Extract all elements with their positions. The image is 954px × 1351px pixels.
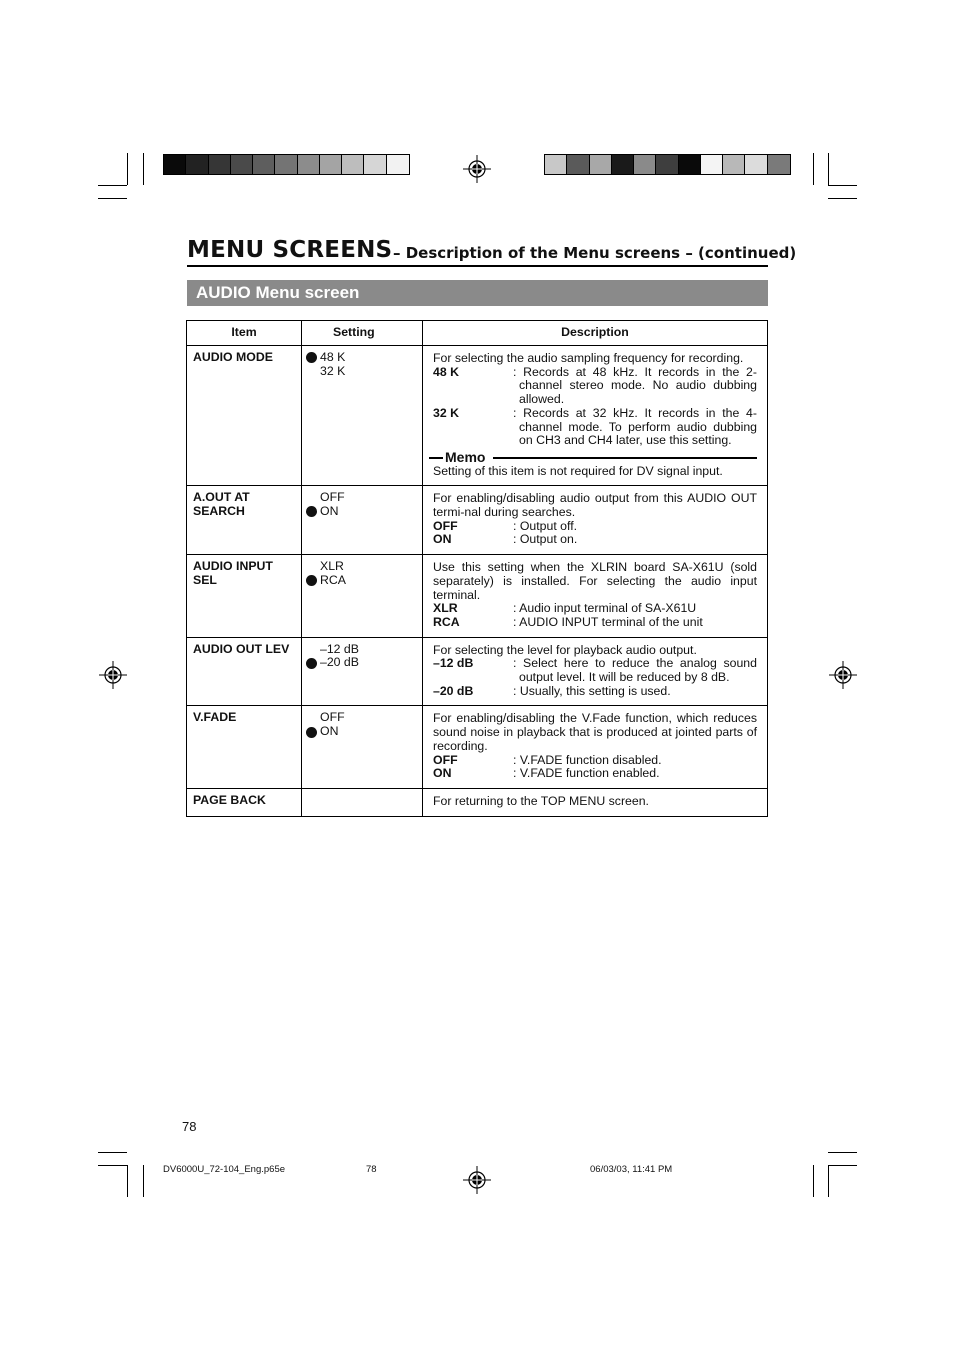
description-intro: For returning to the TOP MENU screen. (433, 793, 649, 808)
color-swatch (701, 155, 723, 174)
page-subtitle: – Description of the Menu screens – (continued) (393, 244, 797, 262)
item-name: V.FADE (187, 706, 302, 789)
color-swatch (209, 155, 231, 174)
item-description (423, 788, 768, 816)
table-header-row (187, 321, 768, 346)
setting-option (306, 725, 420, 739)
setting-options (302, 346, 423, 486)
column-header-description: Description (423, 321, 768, 346)
definition-value: : Records at 32 kHz. It records in the 4-channel mode. To perform audio dubbing on CH3 and CH4 later, use this setting. (513, 405, 757, 448)
table-row (187, 706, 768, 789)
description-intro: For selecting the audio sampling frequency for recording. (433, 351, 744, 365)
setting-option-label: 48 K (320, 350, 346, 364)
setting-option-label: –12 dB (320, 641, 359, 656)
setting-option (306, 491, 420, 505)
registration-target-icon (829, 661, 857, 689)
heading-rule (187, 265, 768, 267)
definition-key: OFF (433, 752, 458, 767)
column-header-setting: Setting (302, 321, 423, 346)
definition-value: : V.FADE function disabled. (513, 752, 662, 767)
footer-timestamp: 06/03/03, 11:41 PM (590, 1164, 673, 1175)
registration-target-icon (99, 661, 127, 689)
setting-option (306, 656, 420, 670)
setting-option (306, 351, 420, 365)
definition-row (433, 657, 757, 684)
setting-options (302, 555, 423, 638)
definition-row (433, 407, 757, 448)
color-swatch (231, 155, 253, 174)
color-swatch (186, 155, 208, 174)
item-description (423, 486, 768, 555)
setting-option-label: 32 K (320, 363, 346, 378)
color-swatch (545, 155, 567, 174)
color-swatch (298, 155, 320, 174)
setting-option-label: OFF (320, 490, 345, 505)
setting-option (306, 560, 420, 574)
memo-text: Setting of this item is not required for DV signal input. (433, 463, 723, 478)
table-row (187, 637, 768, 706)
setting-option-label: –20 dB (320, 655, 359, 670)
definition-value: : AUDIO INPUT terminal of the unit (513, 614, 703, 629)
column-header-item: Item (187, 321, 302, 346)
color-swatch (253, 155, 275, 174)
registration-target-icon (463, 155, 491, 183)
color-bar-left (163, 154, 410, 175)
memo-heading (429, 448, 757, 465)
setting-option (306, 505, 420, 519)
definition-key: XLR (433, 601, 458, 616)
item-name: AUDIO INPUT SEL (187, 555, 302, 638)
definition-key: 48 K (433, 364, 459, 379)
color-swatch (275, 155, 297, 174)
definition-key: RCA (433, 614, 460, 629)
table-row (187, 788, 768, 816)
definition-key: ON (433, 532, 452, 547)
setting-option-label: ON (320, 504, 339, 519)
definition-row (433, 602, 757, 616)
definition-value: : Select here to reduce the analog sound output level. It will be reduced by 8 dB. (513, 656, 757, 685)
selected-default-icon (306, 727, 317, 738)
footer-page: 78 (366, 1164, 377, 1175)
definition-value: : Output on. (513, 532, 578, 547)
item-name: AUDIO MODE (187, 346, 302, 486)
color-swatch (164, 155, 186, 174)
selected-default-icon (306, 506, 317, 517)
color-swatch (342, 155, 364, 174)
setting-option-label: OFF (320, 710, 345, 725)
definition-key: 32 K (433, 405, 459, 420)
table-row (187, 555, 768, 638)
definition-row (433, 685, 757, 699)
registration-target-icon (463, 1166, 491, 1194)
color-swatch (387, 155, 409, 174)
definition-key: –12 dB (433, 656, 474, 671)
description-intro: For selecting the level for playback audio output. (433, 642, 697, 657)
description-intro: For enabling/disabling audio output from this AUDIO OUT termi-nal during searches. (433, 491, 757, 520)
setting-options (302, 486, 423, 555)
setting-option-label: XLR (320, 559, 344, 574)
definition-value: : Usually, this setting is used. (513, 683, 671, 698)
selected-default-icon (306, 575, 317, 586)
memo-rule-left (429, 457, 443, 459)
item-description (423, 706, 768, 789)
setting-option (306, 365, 420, 379)
color-swatch (745, 155, 767, 174)
selected-default-icon (306, 352, 317, 363)
definition-key: ON (433, 766, 452, 781)
color-swatch (656, 155, 678, 174)
item-name: PAGE BACK (187, 788, 302, 816)
description-intro: For enabling/disabling the V.Fade function, which reduces sound noise in playback that is produced at jointed parts of recording. (433, 711, 757, 753)
color-swatch (768, 155, 790, 174)
definition-key: –20 dB (433, 683, 474, 698)
description-intro: Use this setting when the XLRIN board SA-X61U (sold separately) is installed. For selecting the audio input terminal. (433, 560, 757, 602)
definition-row (433, 754, 757, 768)
setting-options (302, 788, 423, 816)
footer-file: DV6000U_72-104_Eng.p65e (163, 1164, 286, 1175)
definition-value: : V.FADE function enabled. (513, 766, 660, 781)
color-swatch (679, 155, 701, 174)
selected-default-icon (306, 658, 317, 669)
item-name: A.OUT AT SEARCH (187, 486, 302, 555)
color-bar-right (544, 154, 791, 175)
definition-row (433, 520, 757, 534)
item-description (423, 346, 768, 486)
setting-option (306, 711, 420, 725)
memo-rule-right (493, 457, 757, 459)
definition-value: : Audio input terminal of SA-X61U (513, 601, 697, 616)
memo-label: Memo (445, 448, 486, 465)
setting-options (302, 706, 423, 789)
definition-row (433, 366, 757, 407)
setting-option (306, 574, 420, 588)
item-description (423, 555, 768, 638)
definition-row (433, 533, 757, 547)
definition-row (433, 616, 757, 630)
setting-option (306, 643, 420, 657)
color-swatch (612, 155, 634, 174)
item-name: AUDIO OUT LEV (187, 637, 302, 706)
setting-option-label: RCA (320, 572, 346, 587)
color-swatch (567, 155, 589, 174)
page-number: 78 (182, 1119, 197, 1134)
setting-option-label: ON (320, 724, 339, 739)
audio-menu-table (186, 320, 768, 817)
color-swatch (723, 155, 745, 174)
item-description (423, 637, 768, 706)
color-swatch (364, 155, 386, 174)
color-swatch (590, 155, 612, 174)
section-banner: AUDIO Menu screen (187, 280, 768, 306)
color-swatch (320, 155, 342, 174)
table-row (187, 486, 768, 555)
color-swatch (634, 155, 656, 174)
definition-value: : Output off. (513, 518, 578, 533)
definition-row (433, 767, 757, 781)
page-title: MENU SCREENS (187, 237, 393, 263)
definition-value: : Records at 48 kHz. It records in the 2-channel stereo mode. No audio dubbing allowed. (513, 364, 757, 407)
definition-key: OFF (433, 518, 458, 533)
setting-options (302, 637, 423, 706)
table-row (187, 346, 768, 486)
